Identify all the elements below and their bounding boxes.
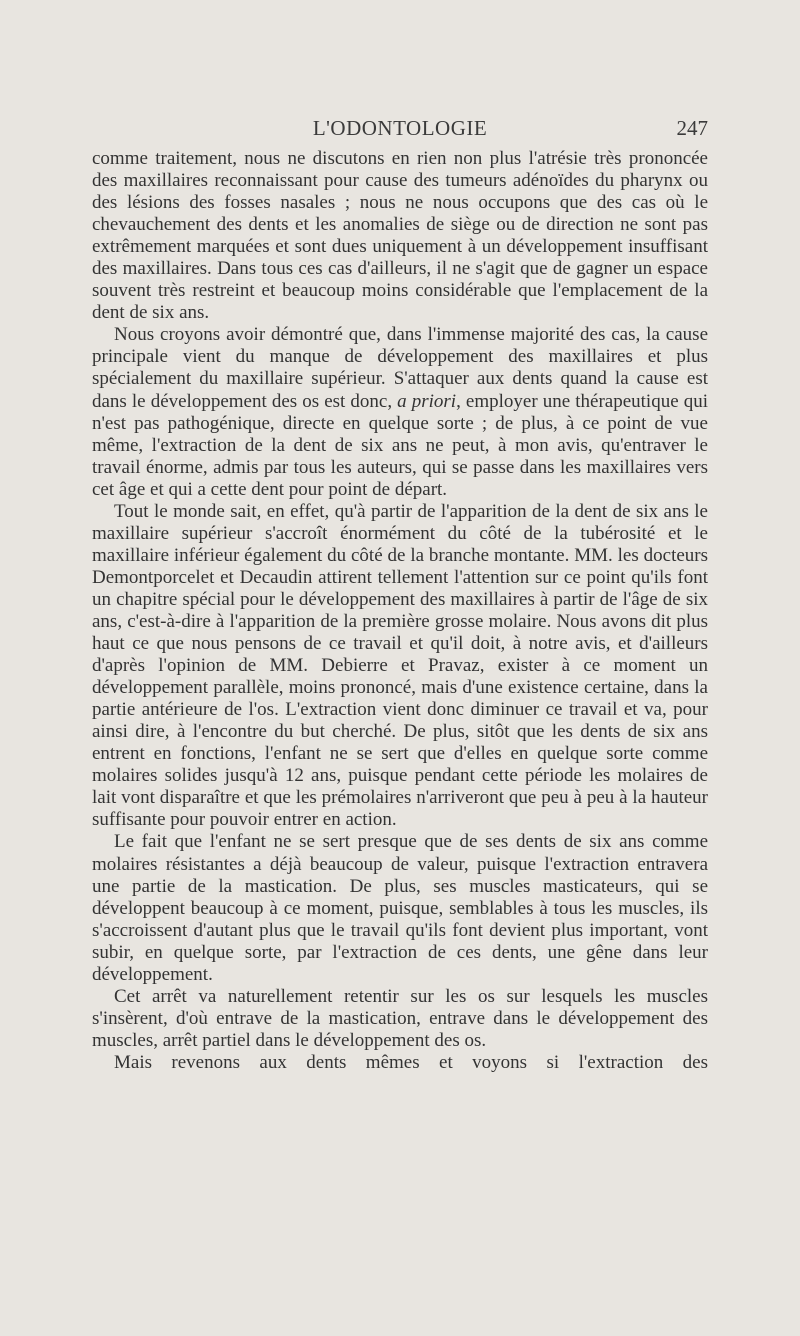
paragraph — [92, 501, 708, 832]
paragraph — [92, 986, 708, 1052]
body-text — [92, 148, 708, 1074]
page-number: 247 — [676, 116, 708, 140]
italic-text: a priori — [397, 390, 457, 412]
running-title: L'ODONTOLOGIE — [312, 116, 488, 140]
text-run: Mais revenons aux dents mêmes et voyons si l'extraction des — [114, 1051, 708, 1073]
text-run: Nous croyons avoir démontré que, dans l'immense majorité des cas, la cause principale vient du manque de développement des maxillaires et plus spécialement du maxillaire supérieur. S'attaquer aux dents quand la cause est dans le développement des os est donc, — [92, 324, 708, 412]
paragraph — [92, 148, 708, 324]
paragraph — [92, 831, 708, 985]
paragraph — [92, 324, 708, 500]
text-run: Cet arrêt va naturellement retentir sur les os sur lesquels les muscles s'insèrent, d'où entrave de la mastication, entrave dans le développement des muscles, arrêt partiel dans le développement des os. — [92, 985, 708, 1051]
text-run: , employer une thérapeutique qui n'est pas pathogénique, directe en quelque sorte ; de plus, à ce point de vue même, l'extraction de la dent de six ans ne peut, à mon avis, qu'entraver le travail énorme, admis par tous les auteurs, qui se passe dans les maxillaires vers cet âge et qui a cette dent pour point de départ. — [92, 390, 708, 500]
paragraph — [92, 1052, 708, 1074]
text-run: comme traitement, nous ne discutons en rien non plus l'atrésie très prononcée des maxillaires reconnaissant pour cause des tumeurs adénoïdes du pharynx ou des lésions des fosses nasales ; nous ne nous occupons que des cas où le chevauchement des dents et les anomalies de siège ou de direction ne sont pas extrêmement marquées et sont dues uniquement à un développement insuffisant des maxillaires. Dans tous ces cas d'ailleurs, il ne s'agit que de gagner un espace souvent très restreint et beaucoup moins considérable que l'emplacement de la dent de six ans. — [92, 148, 708, 324]
text-run: Tout le monde sait, en effet, qu'à partir de l'apparition de la dent de six ans le maxillaire supérieur s'accroît énormément du côté de la tubérosité et le maxillaire inférieur également du côté de la branche montante. MM. les docteurs Demontporcelet et Decaudin attirent tellement l'attention sur ce point qu'ils font un chapitre spécial pour le développement des maxillaires à partir de l'âge de six ans, c'est-à-dire à l'apparition de la première grosse molaire. Nous avons dit plus haut ce que nous pensons de ce travail et qu'il doit, à notre avis, et d'ailleurs d'après l'opinion de MM. Debierre et Pravaz, exister à ce moment un développement parallèle, moins prononcé, mais d'une existence certaine, dans la partie antérieure de l'os. L'extraction vient donc diminuer ce travail et va, pour ainsi dire, à l'encontre du but cherché. De plus, sitôt que les dents de six ans entrent en fonctions, l'enfant ne se sert que d'elles en quelque sorte comme molaires solides jusqu'à 12 ans, puisque pendant cette période les molaires de lait vont disparaître et que les prémolaires n'arriveront que peu à peu à la hauteur suffisante pour pouvoir entrer en action. — [92, 500, 708, 831]
text-run: Le fait que l'enfant ne se sert presque que de ses dents de six ans comme molaires résistantes a déjà beaucoup de valeur, puisque l'extraction entravera une partie de la mastication. De plus, ses muscles masticateurs, qui se développent beaucoup à ce moment, puisque, semblables à tous les muscles, ils s'accroissent d'autant plus que le travail qu'ils font devient plus important, vont subir, en quelque sorte, par l'extraction de ces dents, une gêne dans leur développement. — [92, 831, 708, 985]
page-header — [92, 116, 708, 142]
